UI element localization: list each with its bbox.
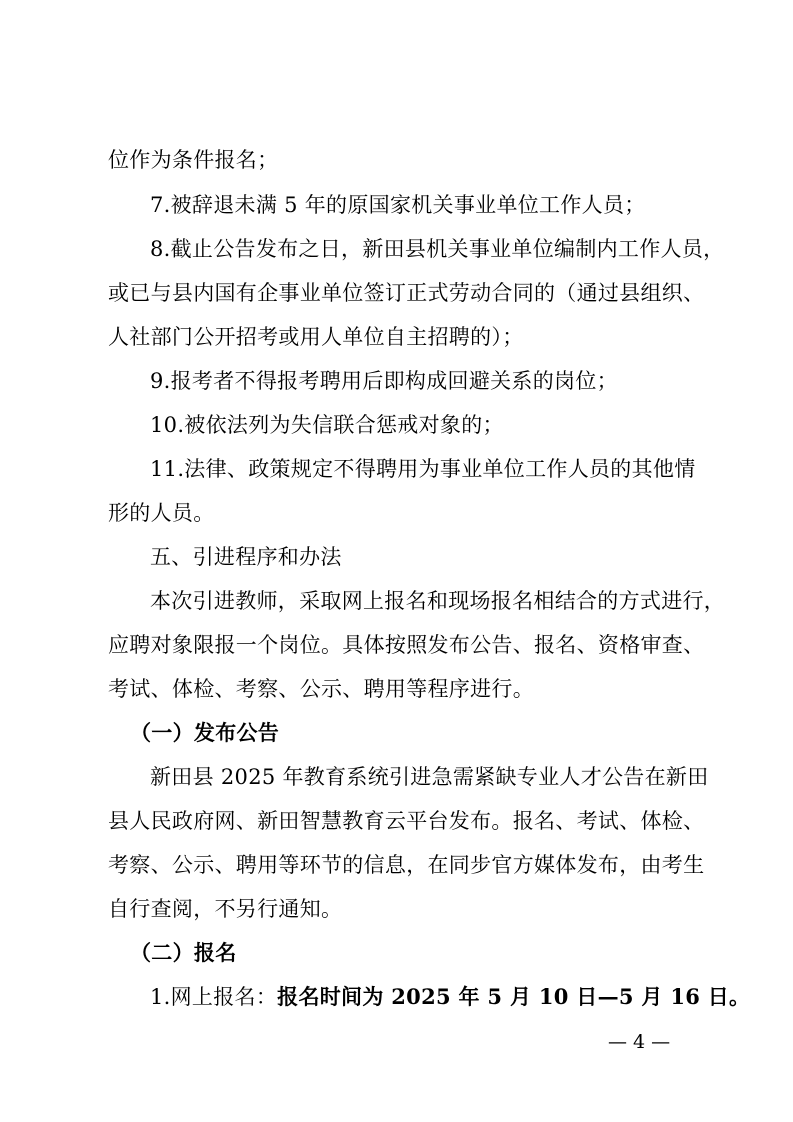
paragraph-line: 或已与县内国有企事业单位签订正式劳动合同的（通过县组织、 (108, 281, 705, 305)
online-registration-time: 报名时间为 2025 年 5 月 10 日—5 月 16 日。 (277, 984, 751, 1009)
paragraph-line: 本次引进教师，采取网上报名和现场报名相结合的方式进行， (150, 589, 726, 613)
list-item-10: 10.被依法列为失信联合惩戒对象的； (150, 413, 504, 437)
list-item-7: 7.被辞退未满 5 年的原国家机关事业单位工作人员； (150, 193, 646, 217)
paragraph-line: 县人民政府网、新田智慧教育云平台发布。报名、考试、体检、 (108, 809, 705, 833)
online-registration-line (150, 985, 750, 1009)
paragraph-line: 形的人员。 (108, 501, 215, 525)
list-item-9: 9.报考者不得报考聘用后即构成回避关系的岗位； (150, 369, 618, 393)
paragraph-line: 新田县 2025 年教育系统引进急需紧缺专业人才公告在新田 (150, 765, 709, 789)
subsection-heading: （一）发布公告 (130, 721, 280, 745)
section-heading: 五、引进程序和办法 (150, 545, 342, 569)
list-item-11: 11.法律、政策规定不得聘用为事业单位工作人员的其他情 (150, 457, 696, 481)
online-registration-label: 1.网上报名： (150, 985, 278, 1009)
paragraph-line: 位作为条件报名； (108, 148, 279, 172)
paragraph-line: 应聘对象限报一个岗位。具体按照发布公告、报名、资格审查、 (108, 633, 705, 657)
page-number: — 4 — (608, 1031, 671, 1053)
subsection-heading: （二）报名 (130, 941, 237, 965)
paragraph-line: 考试、体检、考察、公示、聘用等程序进行。 (108, 677, 534, 701)
paragraph-line: 考察、公示、聘用等环节的信息，在同步官方媒体发布，由考生 (108, 853, 705, 877)
list-item-8: 8.截止公告发布之日，新田县机关事业单位编制内工作人员， (150, 237, 725, 261)
paragraph-line: 自行查阅，不另行通知。 (108, 897, 343, 921)
paragraph-line: 人社部门公开招考或用人单位自主招聘的）； (108, 325, 524, 349)
